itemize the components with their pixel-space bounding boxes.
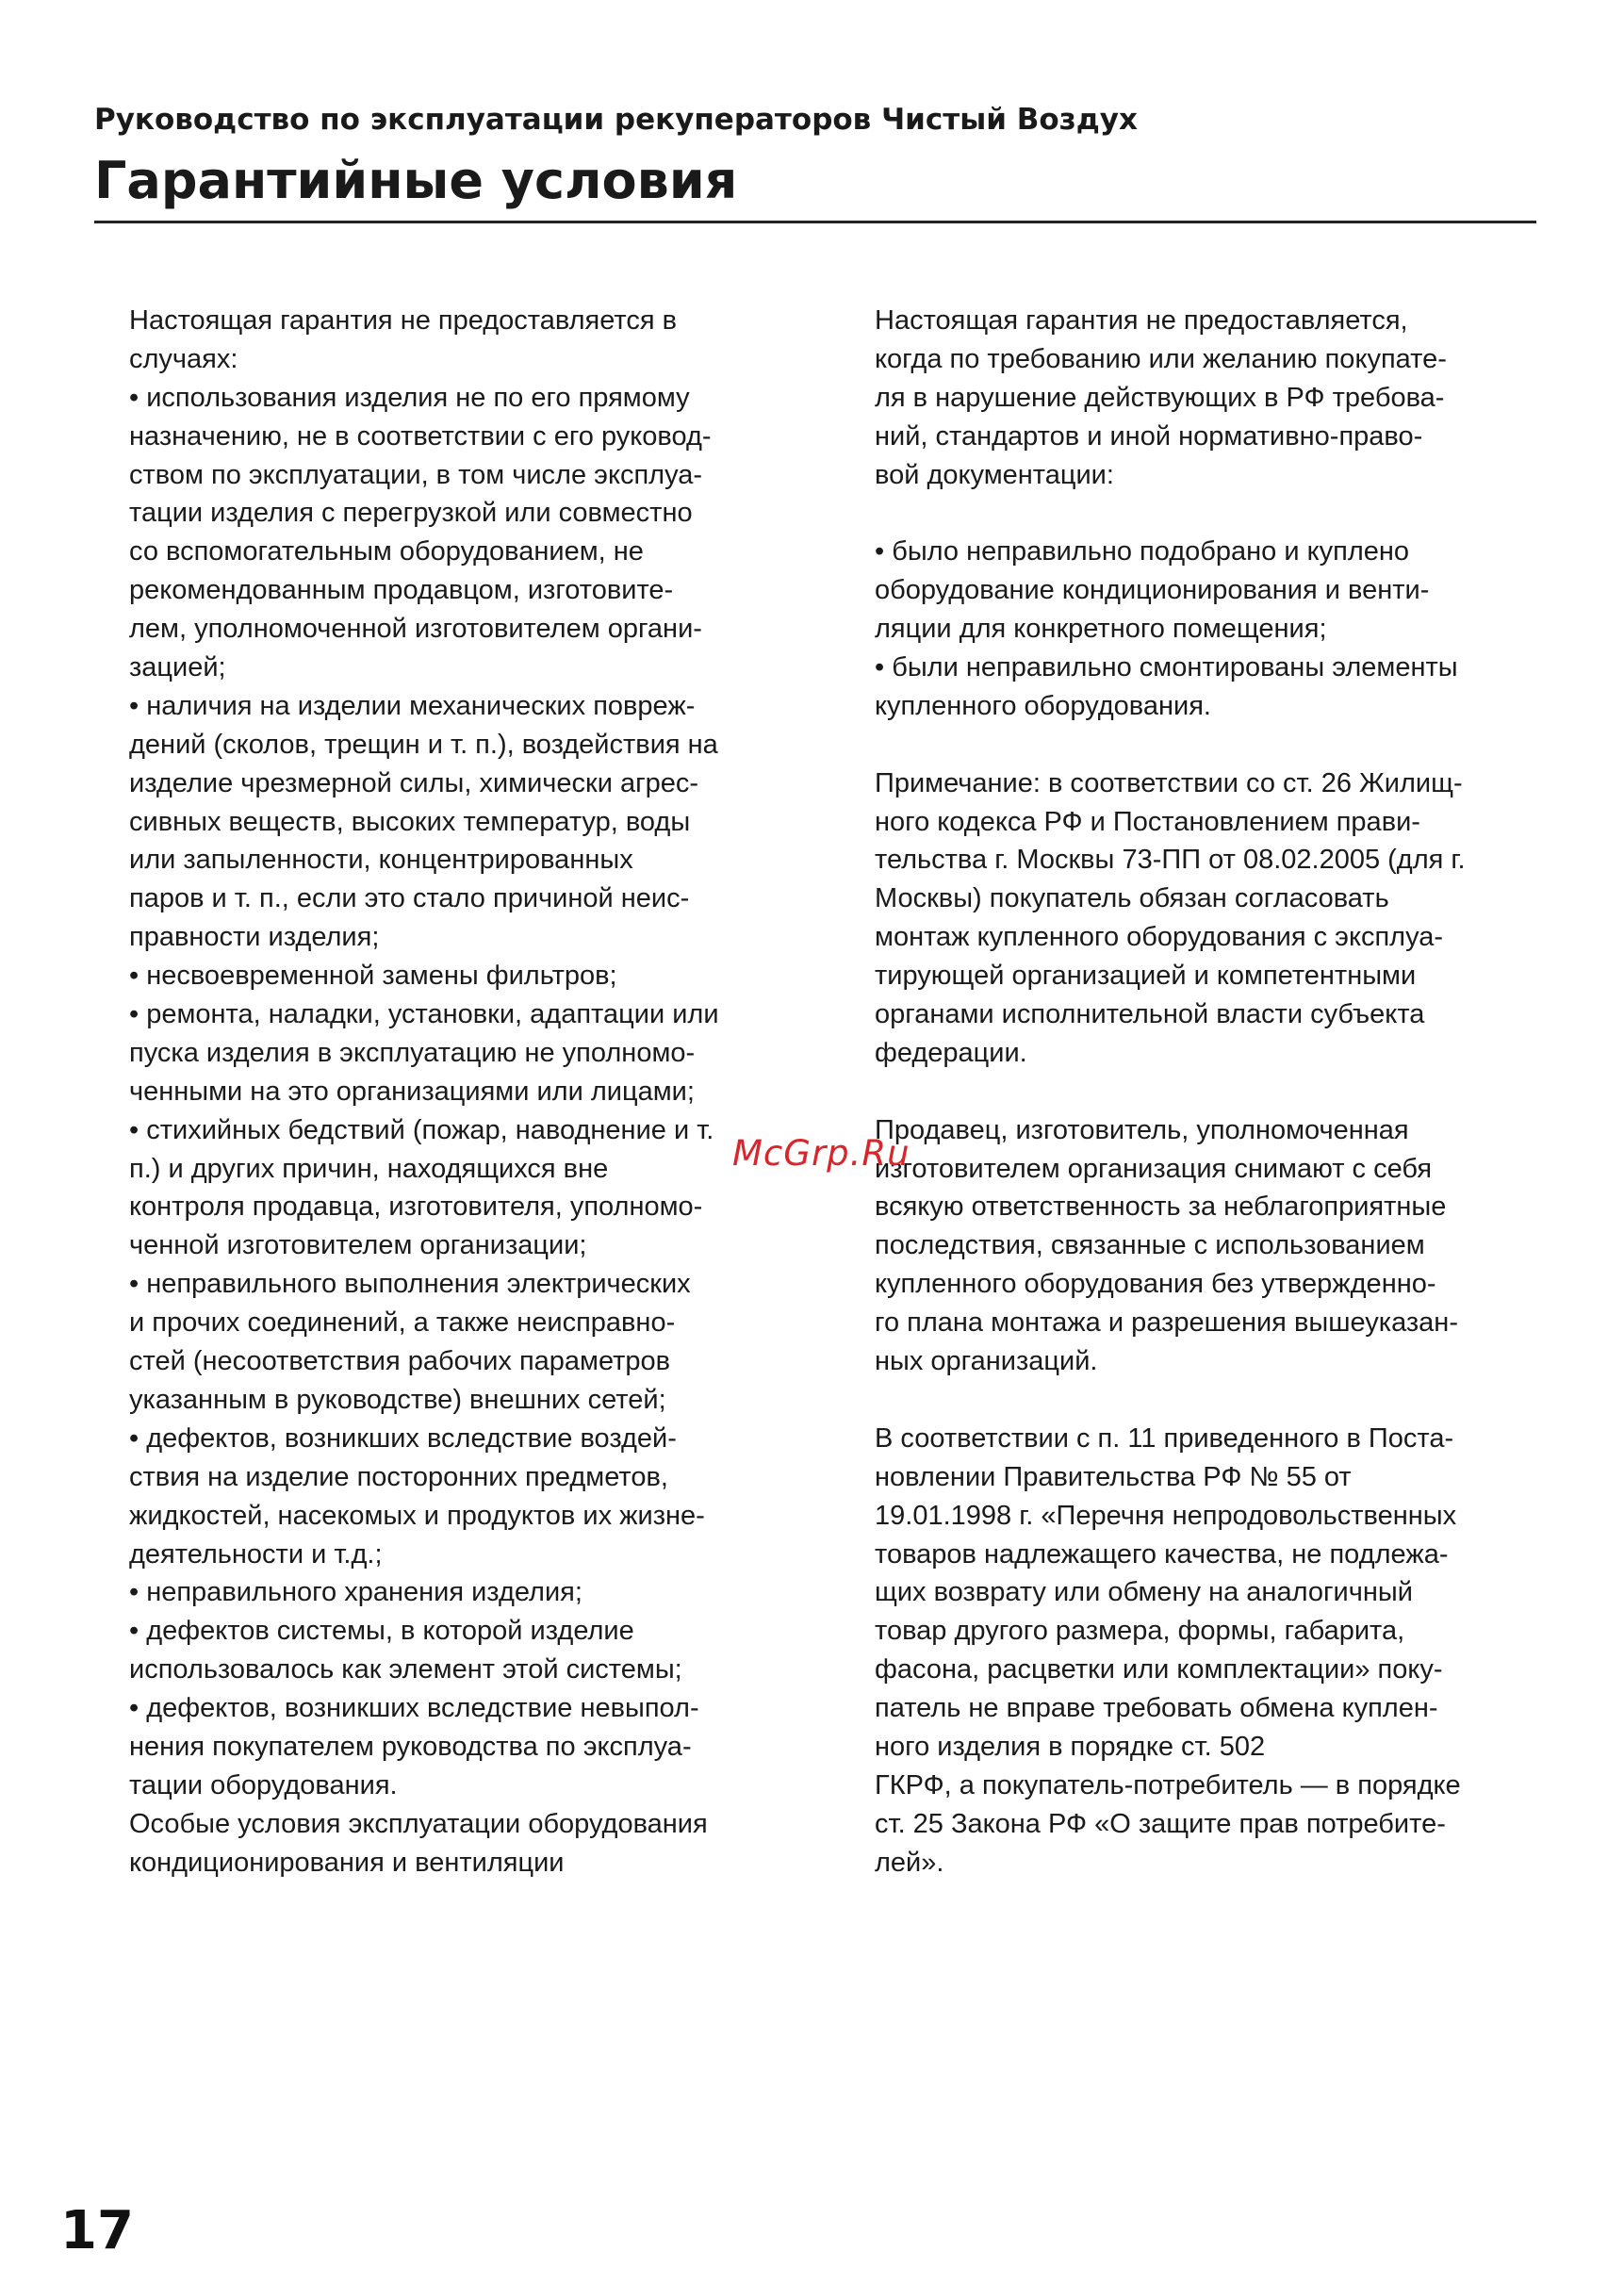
- text-line: • было неправильно подобрано и куплено: [875, 536, 1410, 567]
- text-line: последствия, связанные с использованием: [875, 1230, 1425, 1261]
- text-line: ст. 25 Закона РФ «О защите прав потребите-: [875, 1808, 1446, 1839]
- text-line: ляции для конкретного помещения;: [875, 614, 1327, 645]
- text-line: В соответствии с п. 11 приведенного в Поста-: [875, 1422, 1454, 1454]
- text-line: • дефектов, возникших вследствие воздей-: [129, 1422, 677, 1454]
- text-line: • были неправильно смонтированы элементы: [875, 652, 1458, 683]
- text-line: вой документации:: [875, 459, 1114, 490]
- text-line: щих возврату или обмену на аналогичный: [875, 1577, 1413, 1608]
- text-line: тельства г. Москвы 73-ПП от 08.02.2005 (для г.: [875, 845, 1466, 876]
- text-line: Настоящая гарантия не предоставляется в: [129, 305, 678, 336]
- text-line: деятельности и т.д.;: [129, 1538, 383, 1570]
- text-line: назначению, не в соответствии с его руковод-: [129, 420, 712, 452]
- text-line: правности изделия;: [129, 922, 380, 953]
- text-line: товаров надлежащего качества, не подлежа-: [875, 1538, 1449, 1570]
- paragraph-gap: [875, 1381, 1539, 1420]
- text-line: • неправильного выполнения электрических: [129, 1269, 691, 1300]
- text-line: купленного оборудования.: [875, 690, 1211, 721]
- text-line: изделие чрезмерной силы, химически агрес-: [129, 767, 699, 798]
- text-line: и прочих соединений, а также неисправно-: [129, 1307, 676, 1339]
- text-line: тирующей организацией и компетентными: [875, 961, 1417, 992]
- text-line: дений (сколов, трещин и т. п.), воздействия на: [129, 729, 718, 760]
- text-line: • стихийных бедствий (пожар, наводнение и т.: [129, 1114, 714, 1145]
- text-line: ля в нарушение действующих в РФ требова-: [875, 382, 1445, 413]
- text-line: ГКРФ, а покупатель-потребитель — в порядке: [875, 1769, 1461, 1800]
- header-divider: [94, 221, 1536, 223]
- text-line: го плана монтажа и разрешения вышеуказан-: [875, 1307, 1458, 1339]
- text-line: • использования изделия не по его прямому: [129, 382, 690, 413]
- text-line: использовалось как элемент этой системы;: [129, 1654, 682, 1685]
- text-line: ченными на это организациями или лицами;: [129, 1076, 695, 1107]
- text-line: ченной изготовителем организации;: [129, 1230, 587, 1261]
- text-line: когда по требованию или желанию покупате-: [875, 343, 1447, 374]
- text-line: указанным в руководстве) внешних сетей;: [129, 1384, 666, 1415]
- text-line: ных организаций.: [875, 1346, 1098, 1377]
- text-line: новлении Правительства РФ № 55 от: [875, 1461, 1352, 1492]
- text-line: товар другого размера, формы, габарита,: [875, 1616, 1405, 1647]
- text-line: рекомендованным продавцом, изготовите-: [129, 575, 674, 606]
- text-line: • несвоевременной замены фильтров;: [129, 961, 617, 992]
- text-line: ством по эксплуатации, в том числе эксплуа-: [129, 459, 703, 490]
- text-line: тации изделия с перегрузкой или совместно: [129, 498, 693, 529]
- text-line: всякую ответственность за неблагоприятные: [875, 1192, 1447, 1223]
- page-header: [94, 94, 1536, 215]
- page-number: 17: [60, 2200, 134, 2261]
- text-line: п.) и других причин, находящихся вне: [129, 1153, 609, 1184]
- text-line: монтаж купленного оборудования с эксплуа-: [875, 922, 1444, 953]
- text-line: 19.01.1998 г. «Перечня непродовольственных: [875, 1500, 1457, 1531]
- text-line: жидкостей, насекомых и продуктов их жизне-: [129, 1500, 705, 1531]
- page-title: Гарантийные условия: [94, 151, 738, 210]
- text-line: контроля продавца, изготовителя, уполномо-: [129, 1192, 703, 1223]
- text-line: лей».: [875, 1847, 944, 1878]
- text-line: Настоящая гарантия не предоставляется,: [875, 305, 1408, 336]
- text-line: ного кодекса РФ и Постановлением прави-: [875, 806, 1420, 837]
- text-line: органами исполнительной власти субъекта: [875, 999, 1425, 1030]
- text-line: Примечание: в соответствии со ст. 26 Жилищ-: [875, 767, 1463, 798]
- manual-subtitle: Руководство по эксплуатации рекуператоров Чистый Воздух: [94, 103, 1138, 137]
- text-line: случаях:: [129, 343, 238, 374]
- text-line: Продавец, изготовитель, уполномоченная: [875, 1114, 1409, 1145]
- text-line: фасона, расцветки или комплектации» поку-: [875, 1654, 1443, 1685]
- paragraph-gap: [875, 494, 1539, 533]
- text-line: зацией;: [129, 652, 226, 683]
- paragraph-gap: [875, 726, 1539, 764]
- text-line: нения покупателем руководства по эксплуа-: [129, 1731, 692, 1762]
- text-line: Особые условия эксплуатации оборудования: [129, 1808, 708, 1839]
- text-line: • ремонта, наладки, установки, адаптации или: [129, 999, 719, 1030]
- text-line: патель не вправе требовать обмена куплен-: [875, 1693, 1438, 1724]
- text-line: • дефектов, возникших вследствие невыпол-: [129, 1693, 699, 1724]
- text-line: ного изделия в порядке ст. 502: [875, 1731, 1266, 1762]
- text-line: паров и т. п., если это стало причиной неис-: [129, 883, 690, 914]
- text-line: изготовителем организация снимают с себя: [875, 1153, 1433, 1184]
- text-line: ствия на изделие посторонних предметов,: [129, 1461, 668, 1492]
- text-line: • дефектов системы, в которой изделие: [129, 1616, 634, 1647]
- text-line: • неправильного хранения изделия;: [129, 1577, 582, 1608]
- paragraph-gap: [875, 1073, 1539, 1111]
- text-line: • наличия на изделии механических повреж-: [129, 690, 696, 721]
- watermark: McGrp.Ru: [732, 1133, 910, 1174]
- text-line: лем, уполномоченной изготовителем органи-: [129, 614, 702, 645]
- text-line: кондиционирования и вентиляции: [129, 1847, 565, 1878]
- text-line: сивных веществ, высоких температур, воды: [129, 806, 691, 837]
- text-line: оборудование кондиционирования и венти-: [875, 575, 1430, 606]
- text-line: федерации.: [875, 1037, 1027, 1068]
- right-column: [875, 302, 1539, 1882]
- left-column: [129, 302, 803, 1882]
- text-line: стей (несоответствия рабочих параметров: [129, 1346, 671, 1377]
- text-line: Москвы) покупатель обязан согласовать: [875, 883, 1389, 914]
- text-line: или запыленности, концентрированных: [129, 845, 633, 876]
- text-line: со вспомогательным оборудованием, не: [129, 536, 644, 567]
- text-line: пуска изделия в эксплуатацию не уполномо-: [129, 1037, 696, 1068]
- text-line: ний, стандартов и иной нормативно-право-: [875, 420, 1423, 452]
- text-line: тации оборудования.: [129, 1769, 398, 1800]
- text-line: купленного оборудования без утвержденно-: [875, 1269, 1436, 1300]
